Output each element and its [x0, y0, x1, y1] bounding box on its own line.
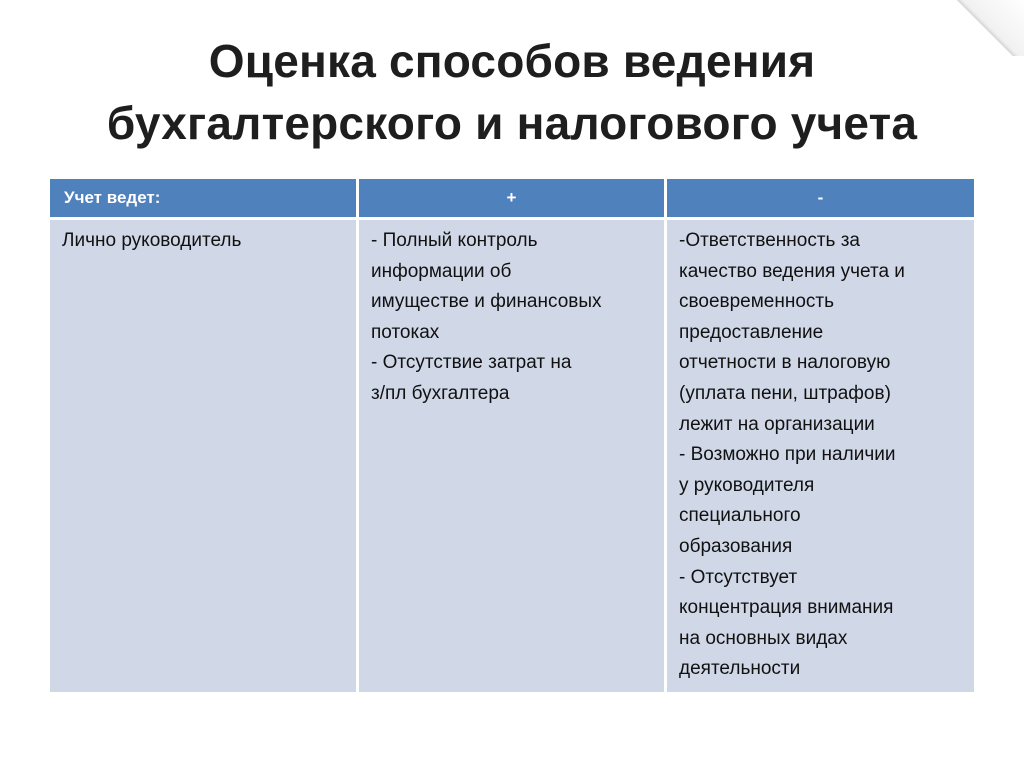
cell-text-line: потоках	[371, 321, 440, 343]
cell-text-line: отчетности в налоговую	[679, 352, 891, 374]
cell-text-line: концентрация внимания	[679, 597, 894, 619]
cell-text-line: - Полный контроль	[371, 230, 538, 251]
cell-text-line: специального	[679, 505, 801, 527]
slide-title-line-2: бухгалтерского и налогового учета	[106, 97, 918, 149]
table-header-row	[50, 179, 974, 217]
cell-text-line: - Отсутствует	[679, 566, 798, 588]
slide-title-line-1: Оценка способов ведения	[208, 35, 816, 87]
cell-text-line: деятельности	[679, 658, 801, 680]
cell-cons	[667, 220, 974, 692]
cell-text-line: имуществе и финансовых	[371, 291, 602, 313]
cell-text-line: Лично руководитель	[62, 230, 242, 251]
cell-text-line: лежит на организации	[679, 413, 875, 435]
cell-text-line: своевременность	[679, 291, 835, 313]
cell-text-line: -Ответственность за	[679, 230, 860, 251]
cell-who-keeps	[50, 220, 356, 692]
cell-pros	[359, 220, 664, 692]
cell-text-line: образования	[679, 535, 793, 557]
cell-text-line: предоставление	[679, 321, 824, 343]
cell-text-line: - Отсутствие затрат на	[371, 352, 572, 374]
cell-text-line: - Возможно при наличии	[679, 444, 896, 466]
cell-text-line: з/пл бухгалтера	[371, 382, 510, 404]
header-cell-who-keeps: Учет ведет:	[50, 179, 356, 217]
cell-text-line: качество ведения учета и	[679, 260, 905, 282]
cell-text-line: (уплата пени, штрафов)	[679, 382, 891, 404]
header-cell-pros: +	[359, 179, 664, 217]
table-row	[50, 220, 974, 692]
cell-text-line: на основных видах	[679, 627, 848, 649]
slide-title	[60, 30, 964, 154]
cell-text-line: у руководителя	[679, 474, 815, 496]
header-cell-cons: -	[667, 179, 974, 217]
cell-text-line: информации об	[371, 260, 512, 282]
comparison-table	[50, 179, 974, 692]
